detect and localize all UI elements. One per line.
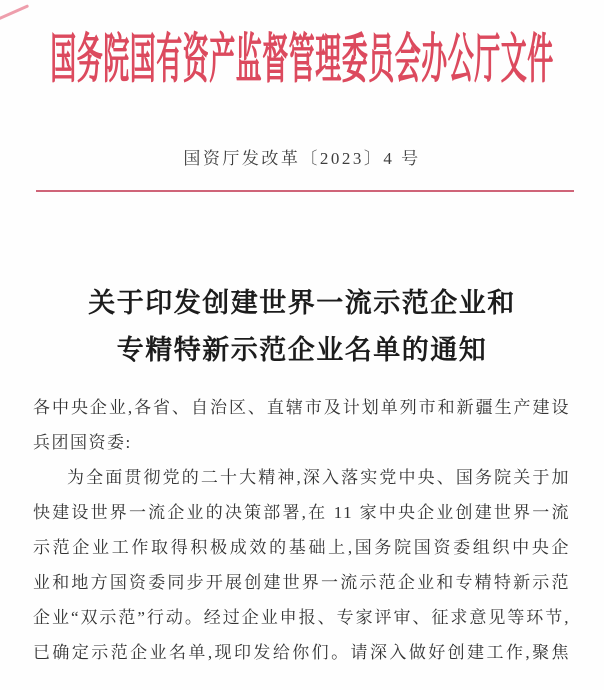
document-body bbox=[33, 390, 570, 670]
document-title-line-2: 专精特新示范企业名单的通知 bbox=[116, 335, 488, 365]
body-line: 业和地方国资委同步开展创建世界一流示范企业和专精特新示范 bbox=[33, 573, 570, 592]
red-divider-line bbox=[36, 190, 574, 192]
document-title bbox=[0, 280, 604, 374]
document-number: 国资厅发改革〔2023〕4 号 bbox=[183, 149, 421, 168]
body-line: 示范企业工作取得积极成效的基础上,国务院国资委组织中央企 bbox=[33, 538, 570, 557]
body-line: 为全面贯彻党的二十大精神,深入落实党中央、国务院关于加 bbox=[67, 468, 570, 487]
document-title-line-1: 关于印发创建世界一流示范企业和 bbox=[88, 288, 516, 318]
masthead-title: 国务院国有资产监督管理委员会办公厅文件 bbox=[50, 29, 554, 89]
corner-scan-artifact bbox=[0, 4, 29, 21]
body-line: 快建设世界一流企业的决策部署,在 11 家中央企业创建世界一流 bbox=[33, 503, 570, 522]
masthead-wrap bbox=[0, 24, 604, 89]
body-line: 已确定示范企业名单,现印发给你们。请深入做好创建工作,聚焦 bbox=[33, 643, 570, 662]
body-line: 兵团国资委: bbox=[33, 433, 132, 452]
body-line: 企业“双示范”行动。经过企业申报、专家评审、征求意见等环节, bbox=[33, 608, 570, 627]
body-line: 各中央企业,各省、自治区、直辖市及计划单列市和新疆生产建设 bbox=[33, 398, 570, 417]
